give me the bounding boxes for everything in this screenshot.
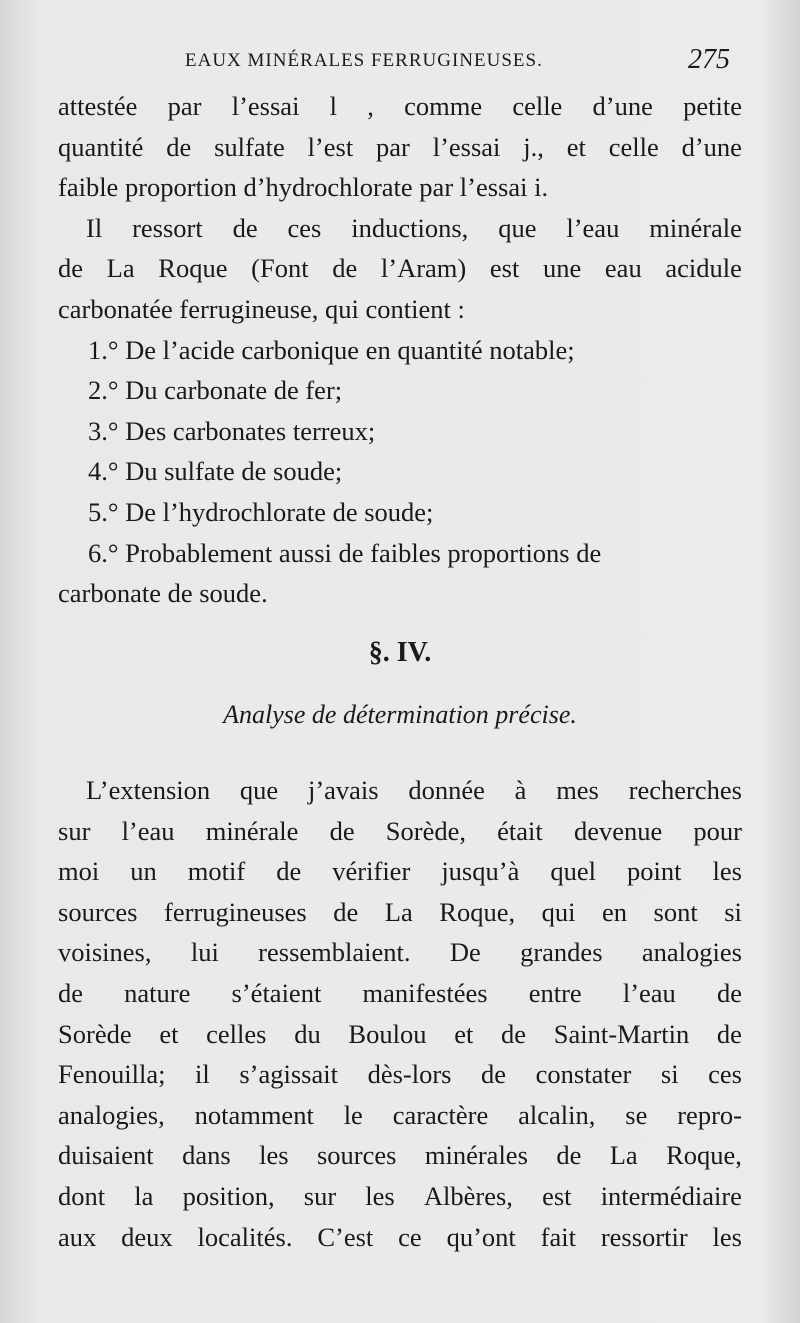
- text-line: faible proportion d’hydrochlorate par l’essai i.: [58, 172, 549, 203]
- text-line: de La Roque (Font de l’Aram) est une eau acidule: [58, 253, 742, 284]
- page-header: [0, 44, 800, 84]
- text-line: dont la position, sur les Albères, est intermédiaire: [58, 1180, 742, 1211]
- list-item: 5.° De l’hydrochlorate de soude;: [88, 496, 434, 527]
- text-line: sources ferrugineuses de La Roque, qui en sont si: [58, 896, 742, 927]
- body-text-bottom: [58, 770, 742, 1257]
- list-item: carbonate de soude.: [58, 578, 268, 609]
- text-line: L’extension que j’avais donnée à mes recherches: [86, 775, 742, 805]
- text-line: duisaient dans les sources minérales de La Roque,: [58, 1140, 742, 1171]
- body-text-top: [58, 86, 742, 614]
- text-line: quantité de sulfate l’est par l’essai j., et celle d’une: [58, 131, 742, 162]
- text-line: analogies, notamment le caractère alcalin, se repro-: [58, 1099, 742, 1130]
- list-item: 1.° De l’acide carbonique en quantité notable;: [88, 334, 575, 365]
- text-line: carbonatée ferrugineuse, qui contient :: [58, 293, 465, 324]
- list-item: 4.° Du sulfate de soude;: [88, 456, 343, 487]
- list-item: 2.° Du carbonate de fer;: [88, 375, 343, 406]
- text-line: aux deux localités. C’est ce qu’ont fait ressortir les: [58, 1221, 742, 1252]
- text-line: attestée par l’essai l , comme celle d’une petite: [58, 91, 742, 121]
- section-heading: §. IV.: [368, 637, 432, 668]
- section-subtitle: Analyse de détermination précise.: [223, 700, 577, 729]
- text-line: sur l’eau minérale de Sorède, était devenue pour: [58, 815, 742, 846]
- page-number: 275: [688, 44, 730, 75]
- text-line: Il ressort de ces inductions, que l’eau minérale: [86, 212, 742, 243]
- list-item: 3.° Des carbonates terreux;: [88, 415, 376, 446]
- running-head: EAUX MINÉRALES FERRUGINEUSES.: [185, 50, 543, 71]
- list-item: 6.° Probablement aussi de faibles proportions de: [88, 537, 602, 568]
- text-line: moi un motif de vérifier jusqu’à quel point les: [58, 856, 742, 887]
- text-line: voisines, lui ressemblaient. De grandes analogies: [58, 937, 742, 968]
- text-line: de nature s’étaient manifestées entre l’eau de: [58, 977, 742, 1008]
- text-line: Sorède et celles du Boulou et de Saint-Martin de: [58, 1018, 742, 1049]
- text-line: Fenouilla; il s’agissait dès-lors de constater si ces: [58, 1059, 742, 1090]
